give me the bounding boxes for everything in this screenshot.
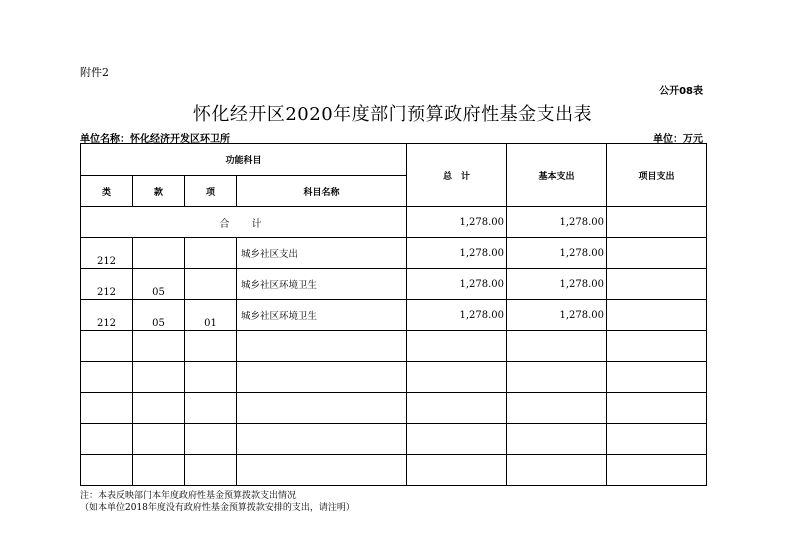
row-subject-name <box>237 393 407 424</box>
table-row <box>81 238 707 269</box>
row-lei <box>81 424 133 455</box>
row-project <box>607 238 707 269</box>
total-project <box>607 207 707 238</box>
row-total <box>407 393 507 424</box>
header-total: 总 计 <box>407 144 507 207</box>
table-row <box>81 455 707 486</box>
row-kuan: 05 <box>133 300 185 331</box>
row-subject-name: 城乡社区环境卫生 <box>237 300 407 331</box>
row-lei: 212 <box>81 300 133 331</box>
total-row <box>81 207 707 238</box>
row-total: 1,278.00 <box>407 269 507 300</box>
header-subject-name: 科目名称 <box>237 176 407 207</box>
row-project <box>607 393 707 424</box>
row-basic <box>507 393 607 424</box>
row-kuan <box>133 455 185 486</box>
row-project <box>607 300 707 331</box>
row-kuan <box>133 331 185 362</box>
unit-measure: 单位：万元 <box>653 134 703 145</box>
row-kuan <box>133 424 185 455</box>
row-kuan <box>133 238 185 269</box>
row-project <box>607 331 707 362</box>
row-subject-name <box>237 455 407 486</box>
row-project <box>607 424 707 455</box>
header-project: 项目支出 <box>607 144 707 207</box>
total-total: 1,278.00 <box>407 207 507 238</box>
row-kuan <box>133 362 185 393</box>
page-title: 怀化经开区2020年度部门预算政府性基金支出表 <box>192 104 593 125</box>
row-lei <box>81 362 133 393</box>
row-project <box>607 269 707 300</box>
row-xiang <box>185 331 237 362</box>
row-total: 1,278.00 <box>407 300 507 331</box>
row-basic: 1,278.00 <box>507 269 607 300</box>
row-kuan: 05 <box>133 269 185 300</box>
attachment-label: 附件2 <box>80 66 109 79</box>
table-row <box>81 300 707 331</box>
table-row <box>81 424 707 455</box>
header-lei: 类 <box>81 176 133 207</box>
row-subject-name: 城乡社区支出 <box>237 238 407 269</box>
row-subject-name <box>237 331 407 362</box>
header-function-subject: 功能科目 <box>81 144 407 176</box>
header-xiang: 项 <box>185 176 237 207</box>
row-kuan <box>133 393 185 424</box>
row-total: 1,278.00 <box>407 238 507 269</box>
form-code: 公开08表 <box>659 86 703 97</box>
row-total <box>407 362 507 393</box>
row-lei <box>81 455 133 486</box>
row-xiang <box>185 269 237 300</box>
table-row <box>81 331 707 362</box>
row-basic <box>507 362 607 393</box>
row-xiang <box>185 362 237 393</box>
row-xiang <box>185 238 237 269</box>
table-row <box>81 362 707 393</box>
row-xiang <box>185 424 237 455</box>
row-lei <box>81 393 133 424</box>
row-project <box>607 455 707 486</box>
row-project <box>607 362 707 393</box>
row-xiang: 01 <box>185 300 237 331</box>
note-line-2: （如本单位2018年度没有政府性基金预算拨款安排的支出，请注明） <box>80 503 355 513</box>
row-basic <box>507 331 607 362</box>
row-total <box>407 331 507 362</box>
table-row <box>81 393 707 424</box>
row-basic <box>507 424 607 455</box>
row-total <box>407 424 507 455</box>
row-xiang <box>185 455 237 486</box>
row-basic: 1,278.00 <box>507 238 607 269</box>
row-basic <box>507 455 607 486</box>
note-line-1: 注：本表反映部门本年度政府性基金预算拨款支出情况 <box>80 491 297 501</box>
row-subject-name <box>237 362 407 393</box>
row-total <box>407 455 507 486</box>
row-basic: 1,278.00 <box>507 300 607 331</box>
unit-name: 单位名称：怀化经济开发区环卫所 <box>80 134 230 145</box>
row-subject-name <box>237 424 407 455</box>
budget-table <box>80 143 707 486</box>
row-lei <box>81 331 133 362</box>
total-label: 合 计 <box>81 207 407 238</box>
row-lei: 212 <box>81 238 133 269</box>
header-basic: 基本支出 <box>507 144 607 207</box>
header-kuan: 款 <box>133 176 185 207</box>
row-lei: 212 <box>81 269 133 300</box>
total-basic: 1,278.00 <box>507 207 607 238</box>
table-row <box>81 269 707 300</box>
row-subject-name: 城乡社区环境卫生 <box>237 269 407 300</box>
row-xiang <box>185 393 237 424</box>
